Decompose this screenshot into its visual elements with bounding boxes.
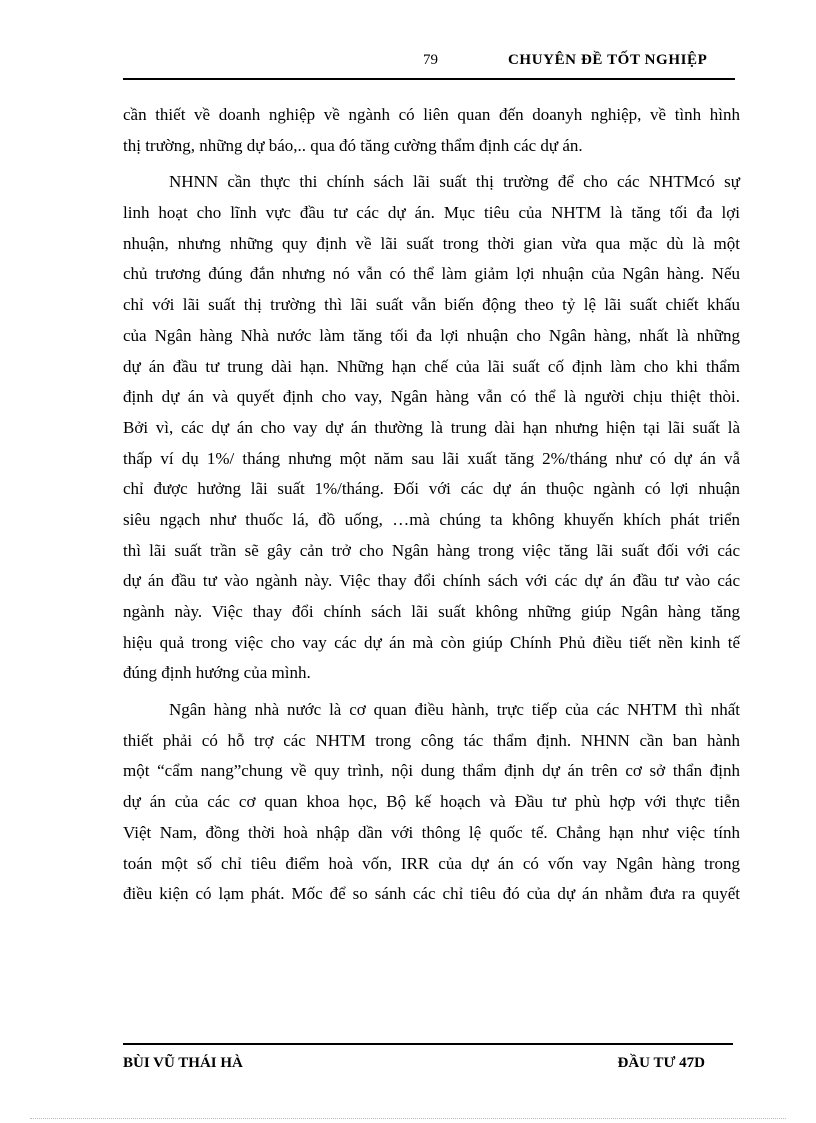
text-line: NHNN cần thực thi chính sách lãi suất thị trường để cho các NHTMcó sự bbox=[169, 172, 740, 192]
text-line: chỉ được hưởng lãi suất 1%/tháng. Đối với các dự án thuộc ngành có lợi nhuận bbox=[123, 479, 740, 499]
text-line: thấp ví dụ 1%/ tháng nhưng một năm sau lãi xuất tăng 2%/tháng như có dự án vẫ bbox=[123, 448, 740, 468]
text-line: điều kiện có lạm phát. Mốc để so sánh các chỉ tiêu đó của dự án nhằm đưa ra quyết bbox=[123, 884, 740, 904]
text-line: toán một số chỉ tiêu điểm hoà vốn, IRR của dự án có vốn vay Ngân hàng trong bbox=[123, 853, 740, 873]
text-line: thị trường, những dự báo,.. qua đó tăng cường thẩm định các dự án. bbox=[123, 135, 583, 155]
text-line: thiết phải có hỗ trợ các NHTM trong công tác thẩm định. NHNN cần ban hành bbox=[123, 730, 740, 750]
page-bottom-divider bbox=[30, 1118, 786, 1119]
text-line: nhuận, nhưng những quy định về lãi suất trong thời gian vừa qua mặc dù là một bbox=[123, 233, 740, 253]
text-line: chỉ với lãi suất thị trường thì lãi suất vẫn biến động theo tỷ lệ lãi suất chiết khấu bbox=[123, 295, 740, 315]
text-line: ngành này. Việc thay đổi chính sách lãi suất không những giúp Ngân hàng tăng bbox=[123, 602, 740, 621]
text-line: dự án của các cơ quan khoa học, Bộ kế hoạch và Đầu tư phù hợp với thực tiễn bbox=[123, 792, 740, 812]
text-line: cần thiết về doanh nghiệp về ngành có liên quan đến doanyh nghiệp, về tình hình bbox=[123, 105, 740, 124]
paragraph bbox=[123, 167, 740, 689]
text-line: dự án đầu tư vào ngành này. Việc thay đổi chính sách với các dự án đầu tư vào các bbox=[123, 571, 740, 591]
text-line: hiệu quả trong việc cho vay các dự án mà còn giúp Chính Phủ điều tiết nền kinh tế bbox=[123, 632, 740, 652]
text-line: chủ trương đúng đắn nhưng nó vẫn có thể làm giảm lợi nhuận của Ngân hàng. Nếu bbox=[123, 264, 740, 284]
text-line: dự án đầu tư trung dài hạn. Những hạn chế của lãi suất cố định làm cho khi thẩm bbox=[123, 356, 740, 376]
page-number: 79 bbox=[423, 52, 438, 68]
text-line: Ngân hàng nhà nước là cơ quan điều hành, trực tiếp của các NHTM thì nhất bbox=[169, 700, 740, 720]
document-body bbox=[123, 100, 740, 910]
text-line: Việt Nam, đồng thời hoà nhập dần với thông lệ quốc tế. Chẳng hạn như việc tính bbox=[123, 822, 740, 842]
paragraph bbox=[123, 100, 740, 161]
page-footer bbox=[123, 1043, 733, 1075]
text-line: thì lãi suất trần sẽ gây cản trở cho Ngân hàng trong việc tăng lãi suất đối với các bbox=[123, 540, 740, 560]
header-title: CHUYÊN ĐỀ TỐT NGHIỆP bbox=[508, 52, 708, 68]
author-name: BÙI VŨ THÁI HÀ bbox=[123, 1055, 243, 1071]
text-line: một “cẩm nang”chung về quy trình, nội dung thẩm định dự án trên cơ sở thẩn định bbox=[123, 761, 740, 781]
text-line: linh hoạt cho lĩnh vực đầu tư các dự án. Mục tiêu của NHTM là tăng tối đa lợi bbox=[123, 203, 740, 223]
text-line: siêu ngạch như thuốc lá, đồ uống, …mà chúng ta không khuyến khích phát triển bbox=[123, 509, 740, 529]
page-header bbox=[123, 52, 735, 80]
text-line: đúng định hướng của mình. bbox=[123, 663, 311, 683]
text-line: của Ngân hàng Nhà nước làm tăng tối đa lợi nhuận cho Ngân hàng, nhất là những bbox=[123, 325, 740, 345]
class-name: ĐẦU TƯ 47D bbox=[617, 1055, 705, 1071]
text-line: định dự án và quyết định cho vay, Ngân hàng vẫn có thể là người chịu thiệt thòi. bbox=[123, 387, 740, 407]
text-line: Bởi vì, các dự án cho vay dự án thường là trung dài hạn nhưng hiện tại lãi suất là bbox=[123, 417, 740, 437]
paragraph bbox=[123, 695, 740, 910]
